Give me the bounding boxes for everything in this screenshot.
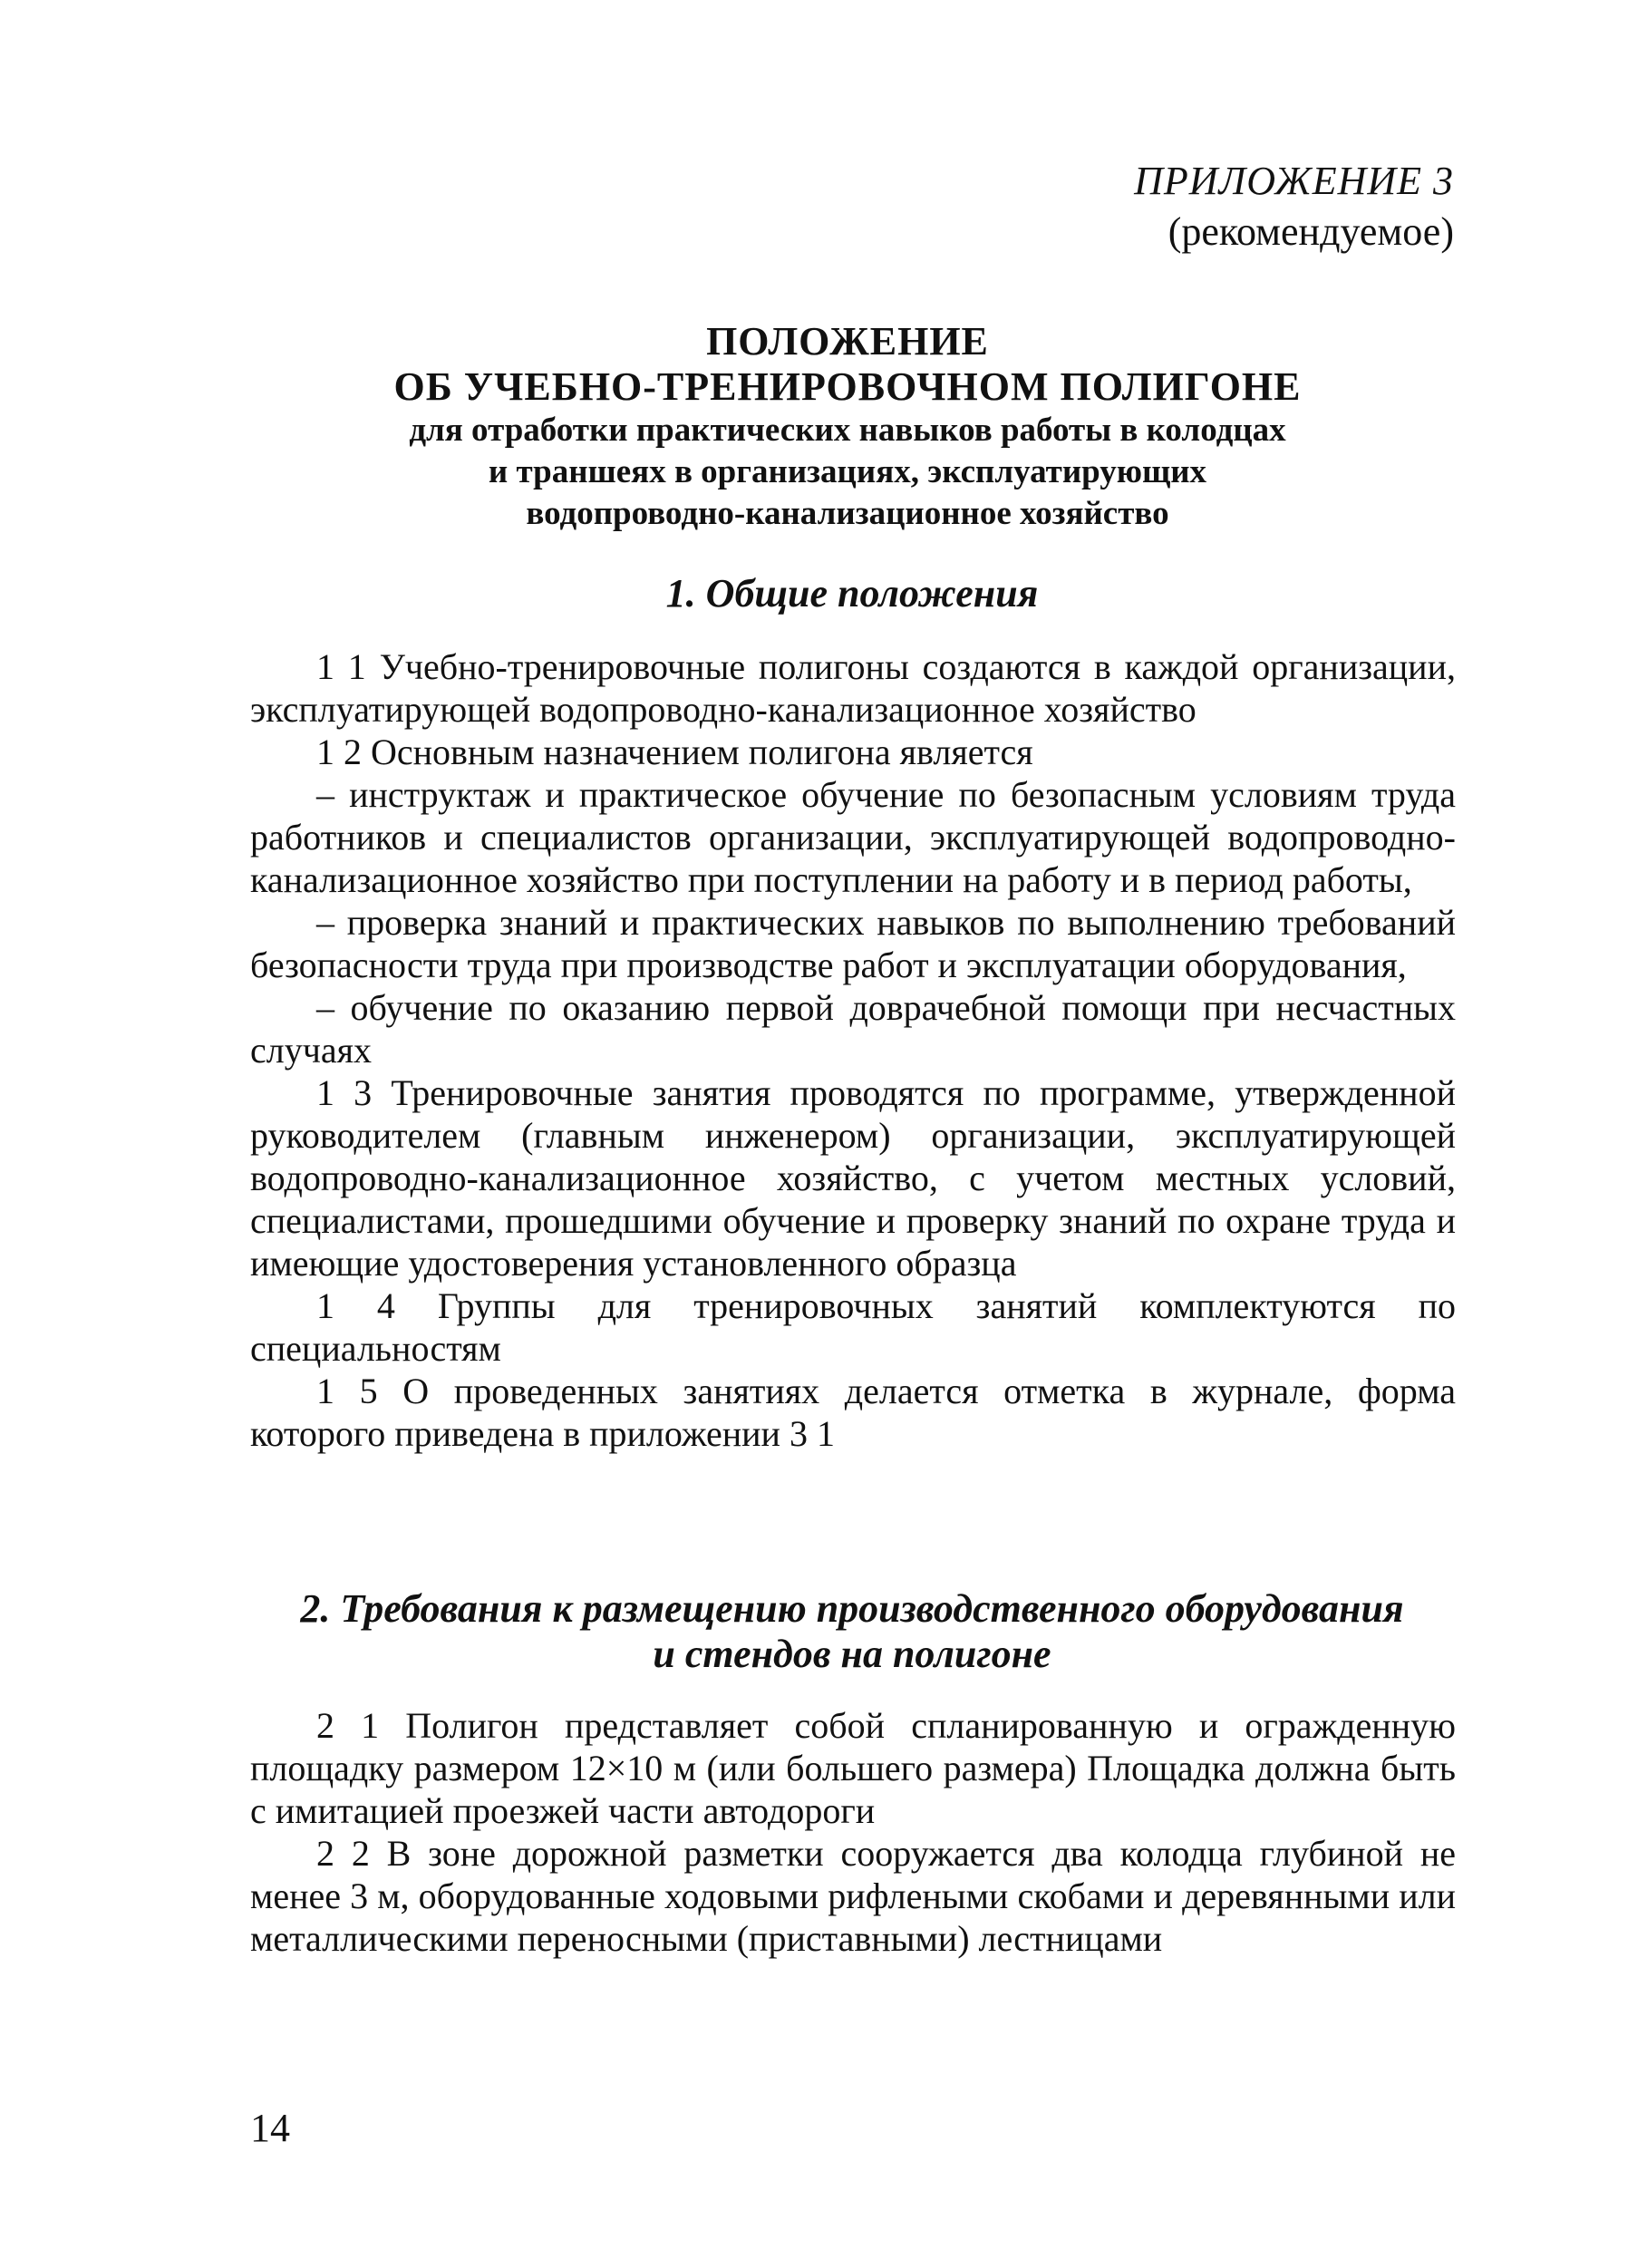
title-line-2: ОБ УЧЕБНО-ТРЕНИРОВОЧНОМ ПОЛИГОНЕ [393, 364, 1302, 409]
appendix-number: ПРИЛОЖЕНИЕ 3 [1134, 159, 1454, 203]
paragraph-2-1: 2 1 Полигон представляет собой спланированную и огражденную площадку размером 12×10 м (или большего размера) Площадка должна быть с имитацией проезжей части автодороги [250, 1705, 1456, 1831]
section-2-heading [254, 1586, 1450, 1677]
section-1-body [250, 645, 1456, 1455]
paragraph-1-2: 1 2 Основным назначением полигона является [316, 732, 1033, 772]
paragraph-1-4: 1 4 Группы для тренировочных занятий комплектуются по специальностям [250, 1285, 1456, 1369]
document-title [317, 319, 1378, 535]
paragraph-2-2: 2 2 В зоне дорожной разметки сооружается два колодца глубиной не менее 3 м, оборудованные ходовыми рифлеными скобами и деревянными или металлическими переносными (приставными) лестницами [250, 1833, 1456, 1959]
paragraph-1-5: 1 5 О проведенных занятиях делается отметка в журнале, форма которого приведена в приложении 3 1 [250, 1371, 1456, 1454]
paragraph-1-3: 1 3 Тренировочные занятия проводятся по программе, утвержденной руководителем (главным инженером) организации, эксплуатирующей водопроводно-канализационное хозяйство, с учетом местных условий, специалистами, прошедшими обучение и проверку знаний по охране труда и имеющие удостоверения установленного образца [250, 1072, 1456, 1284]
title-line-5: водопроводно-канализационное хозяйство [526, 495, 1169, 532]
list-item-instruction: – инструктаж и практическое обучение по безопасным условиям труда работников и специалистов организации, эксплуатирующей водопроводно-канализационное хозяйство при поступлении на работу и в период работы, [250, 774, 1456, 900]
title-line-1: ПОЛОЖЕНИЕ [706, 319, 989, 363]
section-2-body [250, 1704, 1456, 1960]
appendix-label [1134, 156, 1454, 257]
appendix-status: (рекомендуемое) [1167, 209, 1454, 254]
title-line-4: и траншеях в организациях, эксплуатирующих [488, 453, 1207, 490]
section-2-heading-line-1: 2. Требования к размещению производственного оборудования [300, 1586, 1404, 1631]
section-2-heading-line-2: и стендов на полигоне [653, 1632, 1051, 1676]
section-1-heading: 1. Общие положения [665, 571, 1039, 615]
list-item-first-aid: – обучение по оказанию первой доврачебной помощи при несчастных случаях [250, 987, 1456, 1071]
page-number: 14 [250, 2106, 290, 2150]
paragraph-1-1: 1 1 Учебно-тренировочные полигоны создаются в каждой организации, эксплуатирующей водопроводно-канализационное хозяйство [250, 646, 1456, 730]
title-line-3: для отработки практических навыков работы в колодцах [409, 412, 1286, 449]
list-item-knowledge-check: – проверка знаний и практических навыков по выполнению требований безопасности труда при производстве работ и эксплуатации оборудования, [250, 902, 1456, 985]
